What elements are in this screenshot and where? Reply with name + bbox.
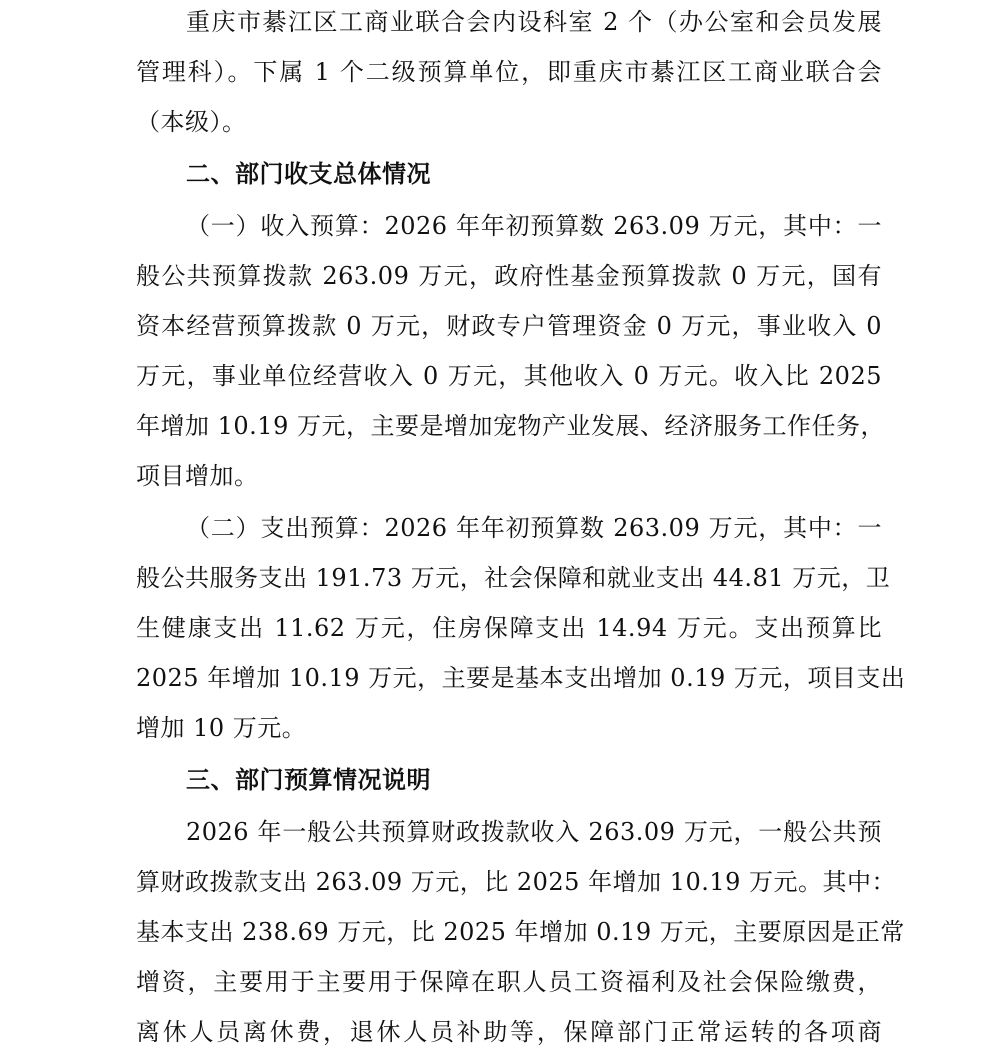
paragraph-line: 重庆市綦江区工商业联合会内设科室 2 个（办公室和会员发展 <box>186 8 882 36</box>
paragraph-line: 管理科）。下属 1 个二级预算单位，即重庆市綦江区工商业联合会 <box>136 58 882 86</box>
paragraph-line: 2026 年一般公共预算财政拨款收入 263.09 万元，一般公共预 <box>186 818 882 846</box>
paragraph-line: 资本经营预算拨款 0 万元，财政专户管理资金 0 万元，事业收入 0 <box>136 312 882 340</box>
section-heading: 二、部门收支总体情况 <box>186 160 431 188</box>
paragraph-line: 算财政拨款支出 263.09 万元，比 2025 年增加 10.19 万元。其中： <box>136 868 897 896</box>
paragraph-line: 基本支出 238.69 万元，比 2025 年增加 0.19 万元，主要原因是正常 <box>136 918 905 946</box>
paragraph-line: （一）收入预算：2026 年年初预算数 263.09 万元，其中：一 <box>186 212 882 240</box>
paragraph-line: 增资，主要用于主要用于保障在职人员工资福利及社会保险缴费， <box>136 968 882 996</box>
paragraph-line: 般公共服务支出 191.73 万元，社会保障和就业支出 44.81 万元，卫 <box>136 564 891 592</box>
paragraph-line: 万元，事业单位经营收入 0 万元，其他收入 0 万元。收入比 2025 <box>136 362 882 390</box>
paragraph-line: 年增加 10.19 万元，主要是增加宠物产业发展、经济服务工作任务， <box>136 412 885 440</box>
paragraph-line: 离休人员离休费，退休人员补助等，保障部门正常运转的各项商 <box>136 1018 882 1046</box>
paragraph-line: 2025 年增加 10.19 万元，主要是基本支出增加 0.19 万元，项目支出 <box>136 664 906 692</box>
section-heading: 三、部门预算情况说明 <box>186 766 431 794</box>
paragraph-line: 项目增加。 <box>136 462 259 490</box>
paragraph-line: （本级）。 <box>136 108 247 136</box>
paragraph-line: 增加 10 万元。 <box>136 714 307 742</box>
paragraph-line: （二）支出预算：2026 年年初预算数 263.09 万元，其中：一 <box>186 514 882 542</box>
paragraph-line: 生健康支出 11.62 万元，住房保障支出 14.94 万元。支出预算比 <box>136 614 882 642</box>
paragraph-line: 般公共预算拨款 263.09 万元，政府性基金预算拨款 0 万元，国有 <box>136 262 882 290</box>
